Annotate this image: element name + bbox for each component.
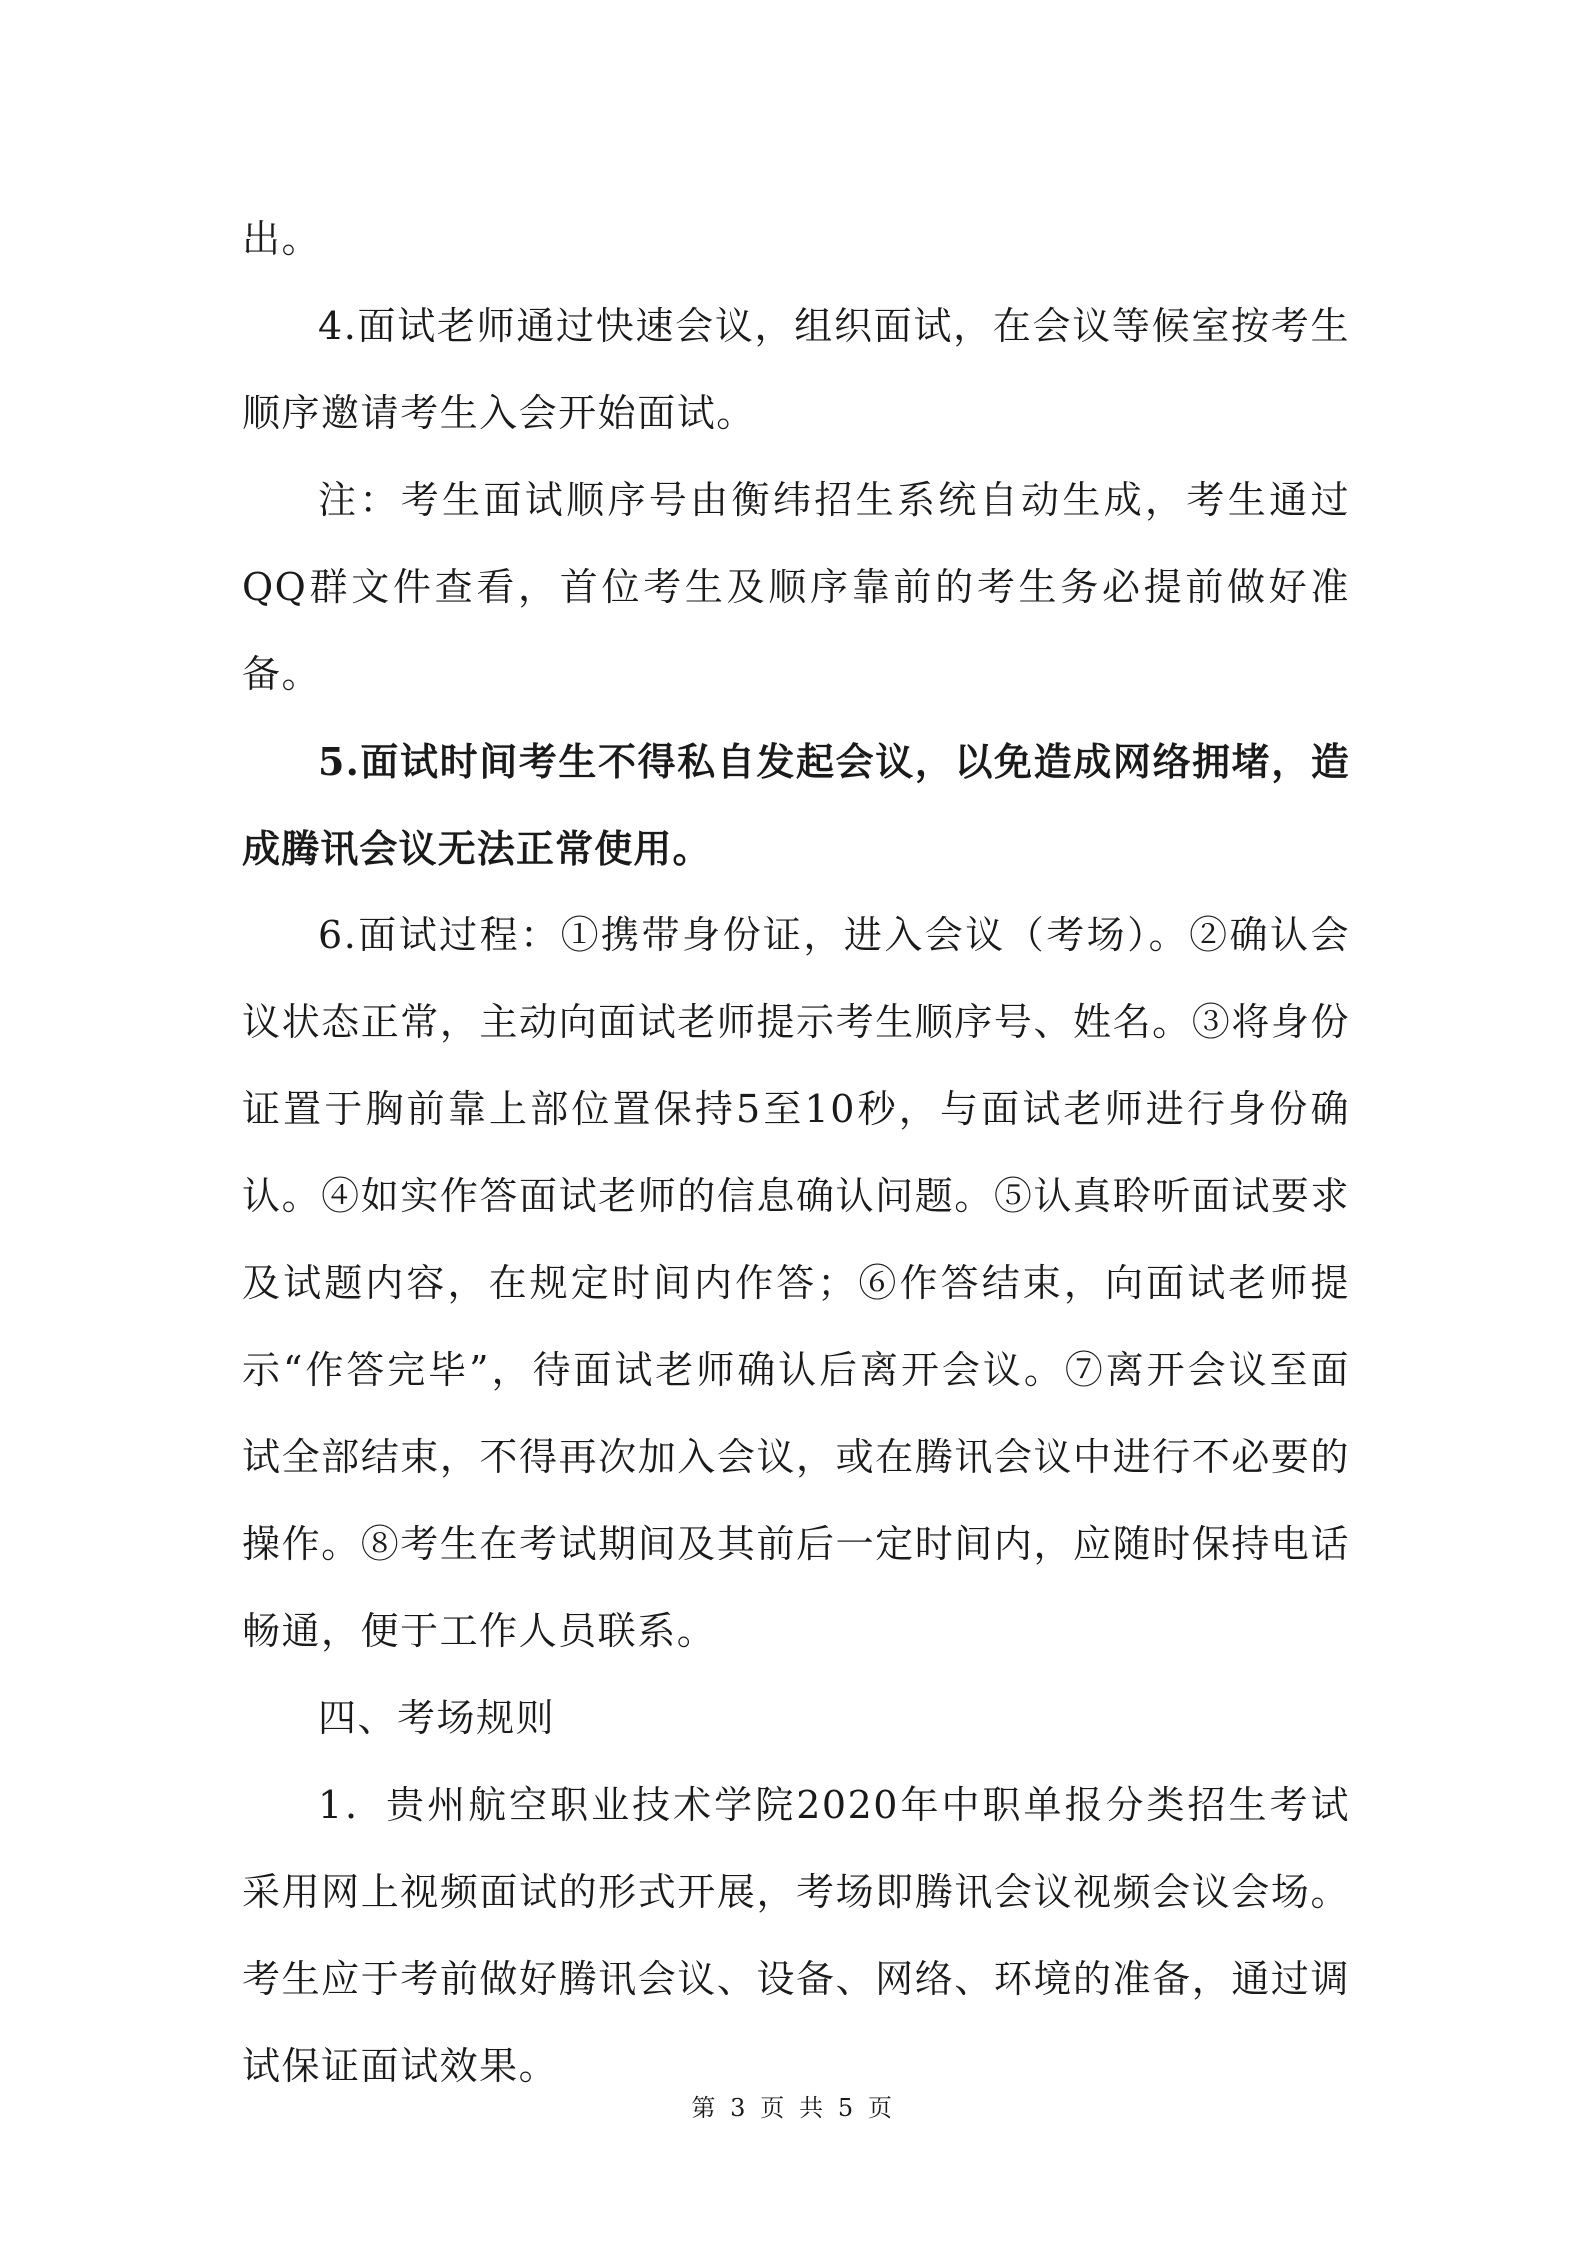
- section-heading: 四、考场规则: [318, 1696, 556, 1740]
- paragraph-item-5-bold: 5.面试时间考生不得私自发起会议，以免造成网络拥堵，造成腾讯会议无法正常使用。: [242, 739, 1350, 871]
- paragraph-note: 注：考生面试顺序号由衡纬招生系统自动生成，考生通过QQ群文件查看，首位考生及顺序靠前的考生务必提前做好准备。: [242, 478, 1350, 696]
- paragraph-item-6: 6.面试过程：①携带身份证，进入会议（考场）。②确认会议状态正常，主动向面试老师提示考生顺序号、姓名。③将身份证置于胸前靠上部位置保持5至10秒，与面试老师进行身份确认。④如实作答面试老师的信息确认问题。⑤认真聆听面试要求及试题内容，在规定时间内作答；⑥作答结束，向面试老师提示“作答完毕”，待面试老师确认后离开会议。⑦离开会议至面试全部结束，不得再次加入会议，或在腾讯会议中进行不必要的操作。⑧考生在考试期间及其前后一定时间内，应随时保持电话畅通，便于工作人员联系。: [242, 913, 1350, 1653]
- page-footer: 第 3 页 共 5 页: [691, 2094, 896, 2122]
- paragraph-rule-1: 1．贵州航空职业技术学院2020年中职单报分类招生考试采用网上视频面试的形式开展，考场即腾讯会议视频会议会场。考生应于考前做好腾讯会议、设备、网络、环境的准备，通过调试保证面试效果。: [242, 1783, 1350, 2088]
- paragraph-item-4: 4.面试老师通过快速会议，组织面试，在会议等候室按考生顺序邀请考生入会开始面试。: [242, 304, 1350, 435]
- document-body: [242, 196, 1350, 2110]
- paragraph-continuation: 出。: [242, 217, 322, 261]
